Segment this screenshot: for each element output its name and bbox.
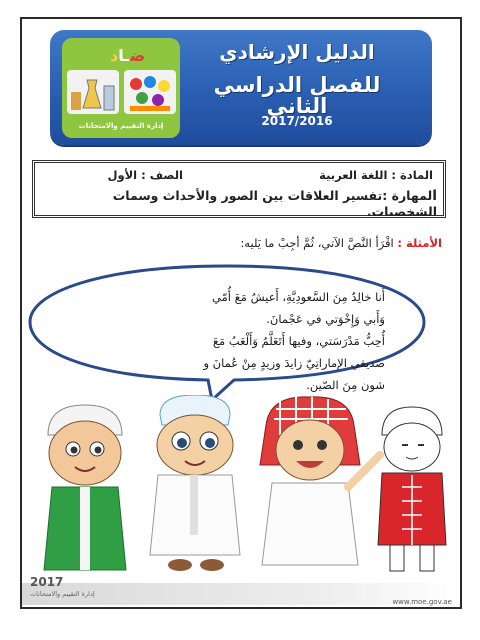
logo-mark-icon: ضـاد: [110, 46, 146, 65]
banner-subtitle: للفصل الدراسي الثاني: [213, 73, 381, 118]
art-supplies-image: [124, 70, 176, 114]
bubble-line: أُحِبُّ مَدْرَسَتي، وفيها أَتَعَلَّمُ وَأَلْعَبُ مَعَ: [212, 334, 385, 348]
footer-caption: إدارة التقييم والامتحانات: [30, 590, 95, 598]
examples-instruction-text: اقْرَأ النَّصَّ الآتي، ثُمَّ أجِبْ ما يَليه:: [240, 236, 394, 250]
kid-green-robe: [44, 405, 126, 570]
skill-prefix: ا: [432, 188, 437, 204]
lab-glassware-image: [67, 70, 119, 114]
examples-label: الأمثلة :: [397, 236, 442, 250]
bubble-line: أَنا خالِدٌ مِنَ السَّعودِيَّةِ، أَعيشُ مَعَ أُمّي: [212, 290, 385, 304]
bubble-line: صَديقي الإماراتِيّ زايدَ وزيدٍ مِنْ عُمانَ و: [203, 356, 385, 370]
grade-label: الصف : الأول: [107, 168, 183, 182]
kid-emirati: [260, 397, 380, 565]
children-illustration: [30, 395, 450, 575]
ministry-logo: [62, 38, 180, 138]
bubble-text: [65, 286, 385, 396]
kid-chinese: [378, 407, 446, 571]
skill-text: لمهارة :تفسير العلاقات بين الصور والأحداث وسمات الشخصيات.: [112, 188, 437, 219]
header-banner: [50, 30, 432, 145]
examples-instruction: [42, 236, 442, 250]
skill-row: [45, 188, 437, 219]
footer-year: 2017: [30, 575, 64, 589]
kid-omani: [150, 395, 240, 571]
banner-title: الدليل الإرشادي: [219, 40, 375, 64]
bubble-line: شون مِنَ الصّين.: [306, 378, 385, 392]
logo-caption: إدارة التقييم والامتحانات: [78, 122, 164, 130]
footer-url: www.moe.gov.ae: [392, 598, 452, 606]
banner-year: 2017/2016: [261, 114, 333, 128]
bubble-line: وَأَبي وَإِخْوَتي في عَجْمانَ.: [266, 312, 385, 326]
subject-label: المادة : اللغة العربية: [319, 168, 433, 182]
subject-info-box: [32, 160, 446, 218]
